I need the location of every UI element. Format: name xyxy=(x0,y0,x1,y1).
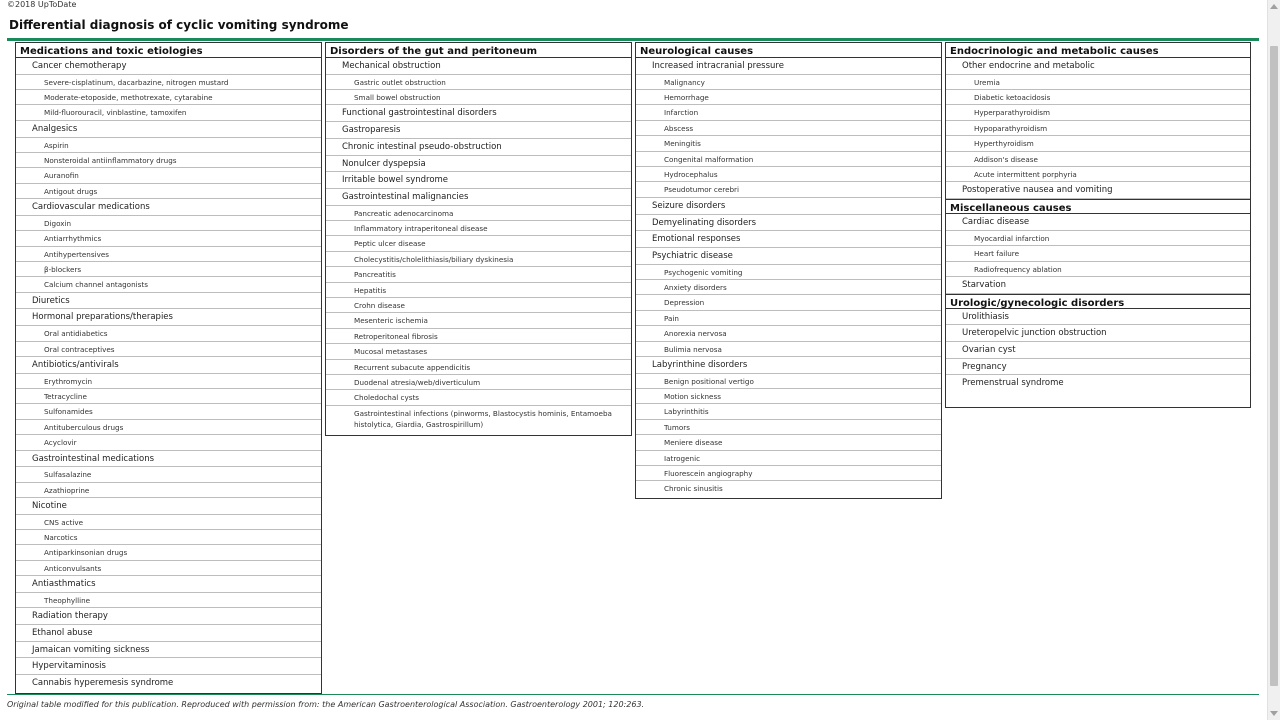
category-row: Pregnancy xyxy=(946,359,1250,376)
subcategory-row: Auranofin xyxy=(16,168,321,183)
subcategory-row: Hyperparathyroidism xyxy=(946,105,1250,120)
column-neurological xyxy=(635,42,942,499)
subcategory-row: Gastric outlet obstruction xyxy=(326,75,631,90)
subcategory-row: Mucosal metastases xyxy=(326,344,631,359)
subcategory-row: Benign positional vertigo xyxy=(636,374,941,389)
category-row: Gastrointestinal malignancies xyxy=(326,189,631,206)
section-heading-medications-and-toxic-etiologies: Medications and toxic etiologies xyxy=(16,43,321,58)
subcategory-row: Choledochal cysts xyxy=(326,390,631,405)
subcategory-row: Aspirin xyxy=(16,138,321,153)
category-row: Diuretics xyxy=(16,293,321,310)
category-row: Seizure disorders xyxy=(636,198,941,215)
category-row: Hormonal preparations/therapies xyxy=(16,309,321,326)
section-heading-disorders-of-the-gut-and-peritoneum: Disorders of the gut and peritoneum xyxy=(326,43,631,58)
category-row: Starvation xyxy=(946,277,1250,294)
title-divider xyxy=(7,38,1259,41)
subcategory-row: CNS active xyxy=(16,515,321,530)
category-row: Radiation therapy xyxy=(16,608,321,625)
subcategory-row: Pain xyxy=(636,311,941,326)
subcategory-row: Hyperthyroidism xyxy=(946,136,1250,151)
footnote: Original table modified for this publication. Reproduced with permission from: the American Gastroenterological Association. Gastroenterology 2001; 120:263. xyxy=(7,700,645,709)
category-row: Hypervitaminosis xyxy=(16,658,321,675)
subcategory-row: Calcium channel antagonists xyxy=(16,277,321,292)
subcategory-row: Recurrent subacute appendicitis xyxy=(326,360,631,375)
subcategory-row: Myocardial infarction xyxy=(946,231,1250,246)
subcategory-row: Severe-cisplatinum, dacarbazine, nitrogen mustard xyxy=(16,75,321,90)
subcategory-row: Mild-fluorouracil, vinblastine, tamoxifen xyxy=(16,105,321,120)
category-row: Urolithiasis xyxy=(946,309,1250,326)
subcategory-row: Antihypertensives xyxy=(16,247,321,262)
page-title: Differential diagnosis of cyclic vomiting syndrome xyxy=(9,18,349,32)
subcategory-row: Cholecystitis/cholelithiasis/biliary dyskinesia xyxy=(326,252,631,267)
category-row: Nonulcer dyspepsia xyxy=(326,156,631,173)
subcategory-row: Theophylline xyxy=(16,593,321,608)
section-heading-neurological-causes: Neurological causes xyxy=(636,43,941,58)
category-row: Antibiotics/antivirals xyxy=(16,357,321,374)
column-endocrine-misc-urologic xyxy=(945,42,1251,408)
subcategory-row: Hepatitis xyxy=(326,283,631,298)
subcategory-row: Hemorrhage xyxy=(636,90,941,105)
category-row: Postoperative nausea and vomiting xyxy=(946,182,1250,199)
subcategory-row: Addison's disease xyxy=(946,152,1250,167)
subcategory-row: Gastrointestinal infections (pinworms, Blastocystis hominis, Entamoeba histolytica, Giardia, Gastrospirillum) xyxy=(354,408,612,429)
footer-divider xyxy=(7,694,1259,695)
subcategory-row: Moderate-etoposide, methotrexate, cytarabine xyxy=(16,90,321,105)
subcategory-row: Uremia xyxy=(946,75,1250,90)
category-row: Analgesics xyxy=(16,121,321,138)
subcategory-row: Mesenteric ischemia xyxy=(326,313,631,328)
subcategory-row: Acyclovir xyxy=(16,435,321,450)
category-row: Cannabis hyperemesis syndrome xyxy=(32,678,174,689)
section-heading-urologic-gynecologic-disorders: Urologic/gynecologic disorders xyxy=(946,294,1250,309)
scroll-up-arrow-icon[interactable] xyxy=(1270,4,1278,9)
category-row: Antiasthmatics xyxy=(16,576,321,593)
subcategory-row: Pancreatic adenocarcinoma xyxy=(326,206,631,221)
category-row: Ureteropelvic junction obstruction xyxy=(946,325,1250,342)
subcategory-row: Antigout drugs xyxy=(16,184,321,199)
subcategory-row: Hydrocephalus xyxy=(636,167,941,182)
subcategory-row: Radiofrequency ablation xyxy=(946,262,1250,277)
subcategory-row: Meningitis xyxy=(636,136,941,151)
subcategory-row: Antiarrhythmics xyxy=(16,231,321,246)
section-heading-endocrinologic-and-metabolic-causes: Endocrinologic and metabolic causes xyxy=(946,43,1250,58)
subcategory-row: Infarction xyxy=(636,105,941,120)
category-row: Increased intracranial pressure xyxy=(636,58,941,75)
subcategory-row: Nonsteroidal antiinflammatory drugs xyxy=(16,153,321,168)
subcategory-row: Anorexia nervosa xyxy=(636,326,941,341)
subcategory-row: Bulimia nervosa xyxy=(636,342,941,357)
subcategory-row: Oral contraceptives xyxy=(16,342,321,357)
subcategory-row: Sulfonamides xyxy=(16,404,321,419)
subcategory-row: Sulfasalazine xyxy=(16,467,321,482)
subcategory-row: Hypoparathyroidism xyxy=(946,121,1250,136)
category-row: Functional gastrointestinal disorders xyxy=(326,105,631,122)
section-heading-miscellaneous-causes: Miscellaneous causes xyxy=(946,199,1250,214)
subcategory-row: Iatrogenic xyxy=(636,451,941,466)
subcategory-row: Tetracycline xyxy=(16,389,321,404)
subcategory-row: Small bowel obstruction xyxy=(326,90,631,105)
column-medications xyxy=(15,42,322,694)
category-row: Cardiac disease xyxy=(946,214,1250,231)
subcategory-row: Psychogenic vomiting xyxy=(636,265,941,280)
subcategory-row: Erythromycin xyxy=(16,374,321,389)
subcategory-row: Azathioprine xyxy=(16,483,321,498)
category-row: Emotional responses xyxy=(636,231,941,248)
category-row: Gastroparesis xyxy=(326,122,631,139)
category-row: Premenstrual syndrome xyxy=(962,378,1064,389)
category-row: Chronic intestinal pseudo-obstruction xyxy=(326,139,631,156)
subcategory-row: Abscess xyxy=(636,121,941,136)
subcategory-row: Digoxin xyxy=(16,216,321,231)
subcategory-row: Inflammatory intraperitoneal disease xyxy=(326,221,631,236)
subcategory-row: Oral antidiabetics xyxy=(16,326,321,341)
subcategory-row: Peptic ulcer disease xyxy=(326,236,631,251)
subcategory-row: Retroperitoneal fibrosis xyxy=(326,329,631,344)
subcategory-row: Chronic sinusitis xyxy=(664,484,723,494)
subcategory-row: Depression xyxy=(636,295,941,310)
subcategory-row: β-blockers xyxy=(16,262,321,277)
subcategory-row: Antiparkinsonian drugs xyxy=(16,545,321,560)
category-row: Cancer chemotherapy xyxy=(16,58,321,75)
subcategory-row: Anxiety disorders xyxy=(636,280,941,295)
subcategory-row: Antituberculous drugs xyxy=(16,420,321,435)
subcategory-row: Crohn disease xyxy=(326,298,631,313)
category-row: Jamaican vomiting sickness xyxy=(16,642,321,659)
subcategory-row: Anticonvulsants xyxy=(16,561,321,576)
subcategory-row: Duodenal atresia/web/diverticulum xyxy=(326,375,631,390)
category-row: Mechanical obstruction xyxy=(326,58,631,75)
subcategory-row: Acute intermittent porphyria xyxy=(946,167,1250,182)
subcategory-row: Motion sickness xyxy=(636,389,941,404)
category-row: Gastrointestinal medications xyxy=(16,451,321,468)
subcategory-row: Heart failure xyxy=(946,246,1250,261)
subcategory-row: Meniere disease xyxy=(636,435,941,450)
category-row: Nicotine xyxy=(16,498,321,515)
category-row: Irritable bowel syndrome xyxy=(326,172,631,189)
subcategory-row: Tumors xyxy=(636,420,941,435)
scroll-down-arrow-icon[interactable] xyxy=(1270,711,1278,716)
category-row: Demyelinating disorders xyxy=(636,215,941,232)
category-row: Ovarian cyst xyxy=(946,342,1250,359)
category-row: Labyrinthine disorders xyxy=(636,357,941,374)
subcategory-row: Fluorescein angiography xyxy=(636,466,941,481)
subcategory-row: Labyrinthitis xyxy=(636,404,941,419)
category-row: Cardiovascular medications xyxy=(16,199,321,216)
subcategory-row: Diabetic ketoacidosis xyxy=(946,90,1250,105)
subcategory-row: Narcotics xyxy=(16,530,321,545)
scrollbar-thumb[interactable] xyxy=(1270,46,1278,686)
column-gut-disorders xyxy=(325,42,632,436)
category-row: Other endocrine and metabolic xyxy=(946,58,1250,75)
subcategory-row: Pseudotumor cerebri xyxy=(636,182,941,197)
subcategory-row: Malignancy xyxy=(636,75,941,90)
subcategory-row: Pancreatitis xyxy=(326,267,631,282)
subcategory-row: Congenital malformation xyxy=(636,152,941,167)
vertical-scrollbar[interactable] xyxy=(1267,0,1280,720)
category-row: Ethanol abuse xyxy=(16,625,321,642)
category-row: Psychiatric disease xyxy=(636,248,941,265)
copyright-text: ©2018 UpToDate xyxy=(7,0,77,9)
